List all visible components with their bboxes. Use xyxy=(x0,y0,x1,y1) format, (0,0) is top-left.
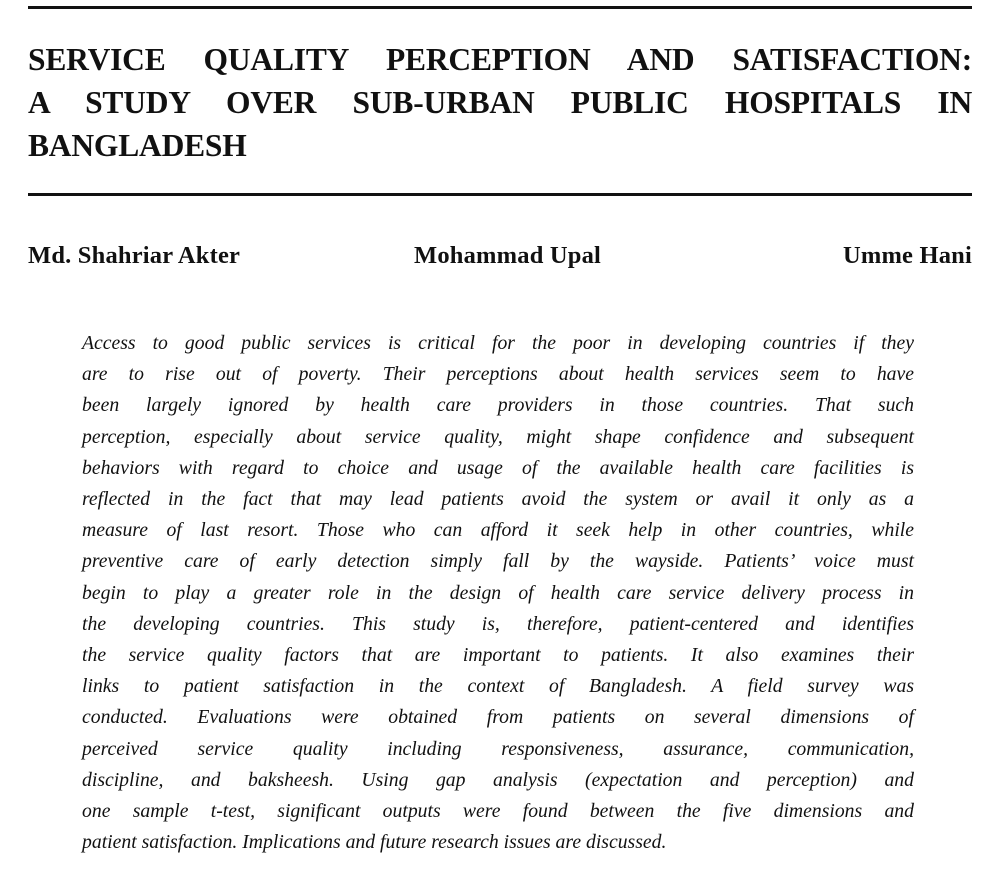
author-2: Mohammad Upal xyxy=(414,242,602,269)
abstract-line: begin to play a greater role in the design of health care service delivery process in xyxy=(82,581,914,604)
abstract-line: links to patient satisfaction in the context of Bangladesh. A field survey was xyxy=(82,675,914,698)
abstract-line: conducted. Evaluations were obtained from patients on several dimensions of xyxy=(82,706,914,729)
abstract-line: preventive care of early detection simply fall by the wayside. Patients’ voice must xyxy=(82,550,914,573)
abstract-line: measure of last resort. Those who can afford it seek help in other countries, while xyxy=(82,519,914,542)
abstract-line: behaviors with regard to choice and usage of the available health care facilities is xyxy=(82,456,914,479)
abstract-line: discipline, and baksheesh. Using gap analysis (expectation and perception) and xyxy=(82,768,914,791)
bottom-rule xyxy=(28,193,972,196)
abstract-text xyxy=(82,328,914,858)
abstract-line: are to rise out of poverty. Their perceptions about health services seem to have xyxy=(82,363,914,386)
abstract-line: been largely ignored by health care providers in those countries. That such xyxy=(82,394,914,417)
abstract-line: perceived service quality including responsiveness, assurance, communication, xyxy=(82,737,914,760)
title-line-2: A STUDY OVER SUB-URBAN PUBLIC HOSPITALS IN xyxy=(28,85,972,120)
author-list xyxy=(28,242,972,278)
title-line-3: BANGLADESH xyxy=(28,128,247,163)
paper-title xyxy=(28,38,972,167)
abstract-line: one sample t-test, significant outputs were found between the five dimensions and xyxy=(82,800,914,823)
abstract-line: reflected in the fact that may lead patients avoid the system or avail it only as a xyxy=(82,488,914,511)
abstract-line: patient satisfaction. Implications and future research issues are discussed. xyxy=(82,831,667,854)
author-3: Umme Hani xyxy=(842,242,972,269)
abstract-line: the service quality factors that are important to patients. It also examines their xyxy=(82,644,914,667)
author-1: Md. Shahriar Akter xyxy=(28,242,241,269)
abstract-line: the developing countries. This study is, therefore, patient-centered and identifies xyxy=(82,612,914,635)
title-line-1: SERVICE QUALITY PERCEPTION AND SATISFACTION: xyxy=(28,42,972,77)
abstract-line: perception, especially about service quality, might shape confidence and subsequent xyxy=(82,425,914,448)
abstract-line: Access to good public services is critical for the poor in developing countries if they xyxy=(82,332,914,354)
top-rule xyxy=(28,6,972,9)
